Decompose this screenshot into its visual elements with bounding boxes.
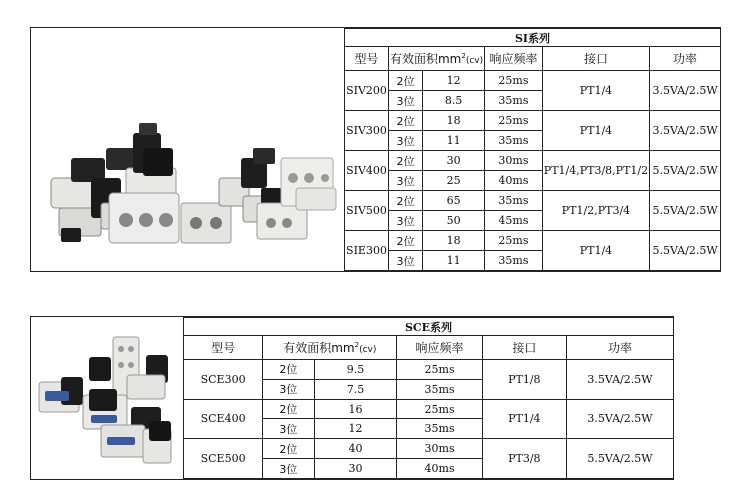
response-cell: 25ms [485, 111, 543, 131]
position-cell: 3位 [263, 419, 314, 439]
area-cell: 30 [314, 459, 397, 479]
response-cell: 35ms [485, 191, 543, 211]
header-response: 响应频率 [397, 336, 482, 360]
table-row [345, 151, 721, 171]
table-row [184, 399, 674, 419]
port-cell: PT1/4,PT3/8,PT1/2 [542, 151, 649, 191]
area-cell: 7.5 [314, 379, 397, 399]
header-power: 功率 [650, 47, 721, 71]
area-cell: 40 [314, 439, 397, 459]
response-cell: 35ms [397, 379, 482, 399]
position-cell: 2位 [388, 111, 422, 131]
position-cell: 2位 [388, 231, 422, 251]
area-cell: 12 [423, 71, 485, 91]
header-model: 型号 [345, 47, 389, 71]
position-cell: 2位 [388, 71, 422, 91]
position-cell: 3位 [263, 379, 314, 399]
header-port: 接口 [542, 47, 649, 71]
area-cell: 11 [423, 131, 485, 151]
header-area: 有效面积$mm^2(cv)$ [388, 47, 484, 71]
area-cell: 18 [423, 111, 485, 131]
header-model: 型号 [184, 336, 263, 360]
position-cell: 2位 [388, 191, 422, 211]
sce-valves-photo [31, 317, 183, 479]
area-cell: 9.5 [314, 360, 397, 380]
table-row [345, 191, 721, 211]
position-cell: 3位 [388, 91, 422, 111]
response-cell: 35ms [485, 251, 543, 271]
table-row [184, 439, 674, 459]
model-cell: SIV400 [345, 151, 389, 191]
table-title: SCE系列 [184, 318, 674, 336]
sce-spec-table [183, 317, 674, 479]
header-response: 响应频率 [485, 47, 543, 71]
power-cell: 5.5VA/2.5W [650, 151, 721, 191]
port-cell: PT3/8 [482, 439, 566, 479]
power-cell: 5.5VA/2.5W [566, 439, 673, 479]
area-cell: 16 [314, 399, 397, 419]
area-cell: 8.5 [423, 91, 485, 111]
si-series-panel [30, 27, 721, 272]
power-cell: 3.5VA/2.5W [566, 360, 673, 400]
response-cell: 35ms [397, 419, 482, 439]
port-cell: PT1/4 [542, 71, 649, 111]
port-cell: PT1/8 [482, 360, 566, 400]
header-area: 有效面积$mm^2(cv)$ [263, 336, 397, 360]
port-cell: PT1/4 [542, 231, 649, 271]
model-cell: SCE400 [184, 399, 263, 439]
model-cell: SIE300 [345, 231, 389, 271]
power-cell: 3.5VA/2.5W [566, 399, 673, 439]
model-cell: SCE300 [184, 360, 263, 400]
response-cell: 25ms [397, 399, 482, 419]
area-cell: 65 [423, 191, 485, 211]
si-valves-photo [31, 28, 344, 271]
table-row [345, 71, 721, 91]
response-cell: 45ms [485, 211, 543, 231]
table-row [345, 111, 721, 131]
area-cell: 12 [314, 419, 397, 439]
response-cell: 25ms [485, 231, 543, 251]
position-cell: 3位 [388, 131, 422, 151]
position-cell: 2位 [388, 151, 422, 171]
response-cell: 25ms [485, 71, 543, 91]
position-cell: 2位 [263, 439, 314, 459]
solenoid-valve-image [31, 28, 344, 271]
position-cell: 3位 [263, 459, 314, 479]
area-cell: 11 [423, 251, 485, 271]
position-cell: 2位 [263, 360, 314, 380]
table-title: SI系列 [345, 29, 721, 47]
port-cell: PT1/4 [542, 111, 649, 151]
position-cell: 3位 [388, 211, 422, 231]
power-cell: 5.5VA/2.5W [650, 231, 721, 271]
power-cell: 3.5VA/2.5W [650, 71, 721, 111]
position-cell: 3位 [388, 251, 422, 271]
model-cell: SIV300 [345, 111, 389, 151]
header-port: 接口 [482, 336, 566, 360]
response-cell: 25ms [397, 360, 482, 380]
model-cell: SIV200 [345, 71, 389, 111]
area-cell: 18 [423, 231, 485, 251]
response-cell: 35ms [485, 91, 543, 111]
si-spec-table [344, 28, 721, 271]
response-cell: 35ms [485, 131, 543, 151]
sce-series-panel [30, 316, 674, 480]
power-cell: 5.5VA/2.5W [650, 191, 721, 231]
model-cell: SCE500 [184, 439, 263, 479]
response-cell: 40ms [397, 459, 482, 479]
area-cell: 50 [423, 211, 485, 231]
response-cell: 40ms [485, 171, 543, 191]
table-row [345, 231, 721, 251]
area-cell: 25 [423, 171, 485, 191]
area-cell: 30 [423, 151, 485, 171]
port-cell: PT1/2,PT3/4 [542, 191, 649, 231]
response-cell: 30ms [397, 439, 482, 459]
header-row [184, 336, 674, 360]
header-power: 功率 [566, 336, 673, 360]
power-cell: 3.5VA/2.5W [650, 111, 721, 151]
position-cell: 2位 [263, 399, 314, 419]
solenoid-valve-image [31, 317, 183, 479]
table-row [184, 360, 674, 380]
response-cell: 30ms [485, 151, 543, 171]
position-cell: 3位 [388, 171, 422, 191]
model-cell: SIV500 [345, 191, 389, 231]
header-row [345, 47, 721, 71]
port-cell: PT1/4 [482, 399, 566, 439]
